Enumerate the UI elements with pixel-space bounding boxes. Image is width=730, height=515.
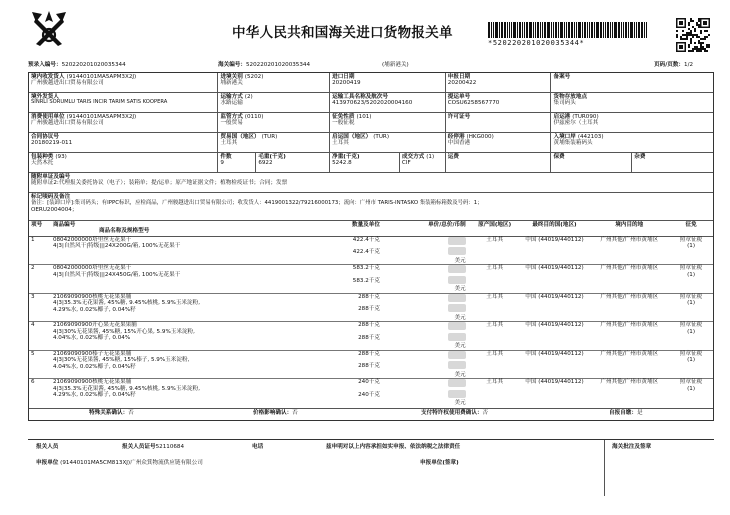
marks-cell: 标记唛码及备注 备注：[装卸口岸]:集司码头；有IPPC标识，应检商品，广州骏越进出口贸易有限公司；收发货人：4419001322/79216000173；流向：广州市 TARIS-INTASKO 集装箱标箱数及号码：1； OERU2004004； <box>31 194 483 213</box>
item-tax: 照章征税 (1) <box>679 265 703 278</box>
transport-mode-cell: 运输方式 (2) 水路运输 <box>218 93 330 112</box>
qr-module <box>682 34 684 36</box>
row-shipper <box>29 93 713 113</box>
barcode-bar <box>630 22 633 38</box>
barcode-bar <box>605 22 606 38</box>
item-origin: 土耳其 <box>486 265 504 272</box>
supervision-cell: 监管方式 (0110) 一般贸易 <box>218 113 330 132</box>
qr-module <box>688 34 690 36</box>
redacted-price <box>448 265 466 273</box>
qr-module <box>694 48 696 50</box>
barcode-bar <box>621 22 622 38</box>
qr-code-icon <box>676 18 710 52</box>
qr-module <box>686 38 688 40</box>
item-no: 5 <box>31 350 35 357</box>
barcode-bar <box>519 22 521 38</box>
port-note: (埔新港关) <box>382 62 409 68</box>
qr-module <box>702 42 704 44</box>
item-tax: 照章征税 (1) <box>679 293 703 307</box>
qr-module <box>698 48 700 50</box>
item-price: 美元 <box>384 351 470 379</box>
item-qty: 288千克 288千克 <box>358 322 380 341</box>
qr-module <box>700 50 702 52</box>
qr-module <box>676 36 678 38</box>
barcode-bar <box>511 22 512 38</box>
row-documents <box>29 173 713 193</box>
barcode-bar <box>571 22 573 38</box>
phone: 电话 <box>252 444 264 450</box>
qr-module <box>700 42 702 44</box>
barcode-bar <box>507 22 508 38</box>
item-price: 美元 <box>384 322 470 350</box>
levy-cell: 征免性质 (101) 一般征税 <box>330 113 446 132</box>
qr-module <box>706 50 708 52</box>
item-origin: 土耳其 <box>486 293 504 300</box>
footer-divider <box>604 440 605 496</box>
qr-module <box>702 46 704 48</box>
qr-module <box>704 50 706 52</box>
barcode-bar <box>504 22 506 38</box>
item-dest: 中国 (44019/440112) <box>525 350 584 357</box>
qr-module <box>706 30 708 32</box>
item-price: 美元 <box>384 294 470 322</box>
qr-module <box>706 44 708 46</box>
filing-no-cell: 备案号 <box>553 74 571 80</box>
qr-module <box>690 50 692 52</box>
item-tax: 照章征税 (1) <box>679 236 703 250</box>
item-domestic: 广州其他/广州市黄埔区 <box>600 236 659 243</box>
barcode-bar <box>493 22 494 38</box>
net-weight-cell: 净重(千克) 5242.8 <box>330 153 400 172</box>
col-no: 项号 <box>31 222 43 228</box>
item-desc: 21069090900核桃无花果果脯 4|3|35.3%无花果酱, 45%糖, 9.45%核桃, 5.9%玉米淀粉, 4.29%水, 0.02%椰子, 0.04%籽 <box>52 293 200 313</box>
customs-note-label: 海关批注及签章 <box>612 444 652 450</box>
qr-module <box>688 28 690 30</box>
barcode-bar <box>501 22 503 38</box>
transit-port-cell: 经停港 (HKG000) 中国香港 <box>446 133 552 152</box>
qr-module <box>692 36 694 38</box>
barcode-bar <box>610 22 611 38</box>
qr-module <box>682 38 684 40</box>
barcode-bar <box>540 22 541 38</box>
barcode-bar <box>644 22 645 38</box>
qr-module <box>692 20 694 22</box>
barcode-bar <box>623 22 624 38</box>
documents-cell: 随附单证及编号 随附单证2:代理报关委托协议（电子）；装箱单；提/运单；原产地证据文件；植物检疫证书；合同；发票 <box>31 174 288 187</box>
barcode-bar <box>646 22 647 38</box>
redacted-price <box>448 237 466 245</box>
col-price: 单价/总价/币制 <box>428 222 466 228</box>
barcode-bar <box>488 22 490 38</box>
qr-module <box>698 24 700 26</box>
barcode-bar <box>491 22 492 38</box>
qr-module <box>704 38 706 40</box>
barcode <box>488 22 658 48</box>
qr-module <box>700 30 702 32</box>
barcode-text: *520220201020035344* <box>488 39 585 47</box>
footer-top-line <box>28 439 714 440</box>
legal-statement: 兹申明对以上内容承担如实申报、依法纳税之法律责任 <box>326 444 461 450</box>
license-cell: 许可证号 <box>446 113 552 132</box>
qr-module <box>694 34 696 36</box>
redacted-total <box>448 390 466 398</box>
redacted-total <box>448 276 466 284</box>
item-domestic: 广州其他/广州市黄埔区 <box>600 379 659 386</box>
declarer-cert: 报关人员证号52110684 <box>122 444 185 450</box>
declaring-unit: 申报单位 (91440101MA5CM813XJ)广州众箕物流供应链有限公司 <box>36 460 203 466</box>
item-origin: 土耳其 <box>486 379 504 386</box>
barcode-bar <box>513 22 516 38</box>
qr-module <box>690 32 692 34</box>
barcode-bar <box>574 22 575 38</box>
barcode-bar <box>625 22 627 38</box>
qr-module <box>686 36 688 38</box>
barcode-bar <box>584 22 586 38</box>
item-domestic: 广州其他/广州市黄埔区 <box>600 350 659 357</box>
barcode-bar <box>495 22 498 38</box>
pre-entry-number: 预录入编号：520220201020035344 <box>28 62 126 68</box>
insurance-cell: 保费 <box>551 153 632 172</box>
table-row <box>29 294 713 323</box>
qr-module <box>690 40 692 42</box>
barcode-bar <box>522 22 523 38</box>
qr-module <box>692 26 694 28</box>
qr-module <box>690 34 692 36</box>
barcode-bar <box>544 22 546 38</box>
barcode-bar <box>553 22 554 38</box>
table-row <box>29 351 713 380</box>
barcode-bar <box>535 22 536 38</box>
qr-module <box>708 46 710 48</box>
document-title: 中华人民共和国海关进口货物报关单 <box>232 25 453 41</box>
barcode-bar <box>566 22 567 38</box>
barcode-bar <box>526 22 528 38</box>
qr-module <box>694 42 696 44</box>
qr-module <box>688 24 690 26</box>
pieces-cell: 件数 9 <box>218 153 256 172</box>
customs-number: 海关编号：520220201020035344 <box>218 62 311 68</box>
barcode-bars <box>488 22 658 38</box>
qr-module <box>688 44 690 46</box>
qr-module <box>694 46 696 48</box>
barcode-bar <box>529 22 532 38</box>
item-dest: 中国 (44019/440112) <box>525 322 584 329</box>
deal-mode-cell: 成交方式 (1) CIF <box>400 153 446 172</box>
redacted-price <box>448 322 466 330</box>
royalty: 支付特许权使用费确认：否 <box>421 409 489 416</box>
item-tax: 照章征税 (1) <box>679 350 703 364</box>
item-desc: 21069090900榛子无花果果脯 4|3|30%无花果酱, 45%糖, 15%榛子, 5.9%玉米淀粉, 4.04%水, 0.02%椰子, 0.04%籽 <box>52 350 190 370</box>
barcode-bar <box>578 22 581 38</box>
barcode-bar <box>499 22 500 38</box>
import-date-cell: 进口日期 20200419 <box>330 73 446 92</box>
row-contract <box>29 133 713 153</box>
item-desc: 21069090900核桃无花果果脯 4|3|35.3%无花果酱, 45%糖, 9.45%核桃, 5.9%玉米淀粉, 4.29%水, 0.02%椰子, 0.04%籽 <box>52 379 200 399</box>
barcode-bar <box>576 22 577 38</box>
item-desc: 21069090900开心果无花果果脯 4|3|30%无花果酱, 45%糖, 15%开心果, 5.9%玉米淀粉, 4.04%水, 0.02%椰子, 0.04% <box>52 322 195 342</box>
qr-module <box>692 50 694 52</box>
item-price: 美元 <box>384 237 470 265</box>
qr-module <box>688 32 690 34</box>
unit-seal-label: 申报单位(签章) <box>420 460 459 466</box>
barcode-bar <box>636 22 637 38</box>
qr-module <box>698 42 700 44</box>
barcode-bar <box>533 22 534 38</box>
barcode-bar <box>509 22 510 38</box>
vessel-cell: 运输工具名称及航次号 413970623/5202020004160 <box>330 93 446 112</box>
shipper-cell: 境外发货人 SINRLI SORUMLU TARIS INCIR TARIM SATIS KOOPERA <box>29 93 218 112</box>
item-dest: 中国 (44019/440112) <box>525 293 584 300</box>
barcode-bar <box>542 22 543 38</box>
barcode-bar <box>600 22 602 38</box>
qr-module <box>688 22 690 24</box>
barcode-bar <box>618 22 620 38</box>
item-origin: 土耳其 <box>486 236 504 243</box>
row-marks <box>29 193 713 221</box>
item-domestic: 广州其他/广州市黄埔区 <box>600 293 659 300</box>
barcode-bar <box>641 22 643 38</box>
entry-port-cell: 入境口岸 (442103) 黄埔集装箱码头 <box>553 134 604 147</box>
item-qty: 583.2千克 583.2千克 <box>352 265 380 284</box>
trade-country-cell: 贸易国（地区） (TUR) 土耳其 <box>218 133 330 152</box>
qr-module <box>704 48 706 50</box>
qr-module <box>706 46 708 48</box>
table-row <box>29 265 713 294</box>
item-dest: 中国 (44019/440112) <box>525 236 584 243</box>
item-domestic: 广州其他/广州市黄埔区 <box>600 322 659 329</box>
qr-module <box>704 30 706 32</box>
col-domestic: 境内目的地 <box>615 222 644 228</box>
declarer: 报关人员 <box>36 444 59 450</box>
barcode-bar <box>612 22 613 38</box>
item-no: 4 <box>31 322 35 329</box>
misc-fee-cell: 杂费 <box>634 154 646 160</box>
qr-module <box>703 21 707 25</box>
row-confirmation <box>29 408 713 420</box>
barcode-bar <box>603 22 604 38</box>
barcode-bar <box>564 22 565 38</box>
storage-cell: 货物存放地点 集司码头 <box>553 94 588 107</box>
qr-module <box>698 36 700 38</box>
qr-module <box>690 30 692 32</box>
special-relation: 特殊关系确认：否 <box>89 409 134 416</box>
qr-module <box>698 20 700 22</box>
barcode-bar <box>517 22 518 38</box>
item-qty: 240千克 240千克 <box>358 379 380 398</box>
items-table <box>29 237 713 408</box>
page-number: 页码/页数：1/2 <box>654 62 694 68</box>
qr-module <box>694 30 696 32</box>
bl-cell: 提运单号 COSU6258567770 <box>446 93 552 112</box>
qr-module <box>698 50 700 52</box>
entry-customs-cell: 进境关别 (5202) 埔新港关 <box>218 73 330 92</box>
qr-module <box>690 42 692 44</box>
qr-module <box>702 38 704 40</box>
self-report: 自报自缴：是 <box>609 409 643 416</box>
row-consumer <box>29 113 713 133</box>
package-cell: 包装种类 (93) 天然木托 <box>29 153 218 172</box>
barcode-bar <box>524 22 525 38</box>
confirmation-cell <box>29 409 713 420</box>
qr-module <box>690 18 692 20</box>
qr-module <box>708 34 710 36</box>
redacted-total <box>448 361 466 369</box>
origin-country-cell: 启运国（地区） (TUR) 土耳其 <box>330 133 446 152</box>
departure-port-cell: 启运港 (TUR090) 伊兹密尔（土耳其 <box>553 114 599 127</box>
barcode-bar <box>594 22 595 38</box>
qr-module <box>706 36 708 38</box>
barcode-bar <box>591 22 593 38</box>
qr-module <box>680 36 682 38</box>
item-no: 3 <box>31 293 35 300</box>
barcode-bar <box>607 22 609 38</box>
col-dest: 最终目的国(地区) <box>532 222 577 228</box>
qr-module <box>692 34 694 36</box>
qr-module <box>696 50 698 52</box>
barcode-bar <box>537 22 539 38</box>
qr-module <box>700 44 702 46</box>
item-qty: 288千克 288千克 <box>358 293 380 313</box>
redacted-total <box>448 333 466 341</box>
gross-weight-cell: 毛重(千克) 6922 <box>256 153 330 172</box>
qr-module <box>680 38 682 40</box>
items-header <box>29 221 713 237</box>
barcode-bar <box>638 22 640 38</box>
price-effect: 价格影响确认：否 <box>253 409 298 416</box>
item-origin: 土耳其 <box>486 350 504 357</box>
table-row <box>29 379 713 408</box>
table-row <box>29 237 713 266</box>
redacted-total <box>448 247 466 255</box>
qr-module <box>698 40 700 42</box>
barcode-bar <box>587 22 588 38</box>
consignee-cell: 境内收发货人 (91440101MA5APM3X2J) 广州骏越进出口贸易有限公司 <box>29 73 218 92</box>
qr-module <box>688 50 690 52</box>
barcode-bar <box>555 22 557 38</box>
item-qty: 422.4千克 422.4千克 <box>352 236 380 256</box>
redacted-price <box>448 294 466 302</box>
qr-module <box>682 30 684 32</box>
qr-module <box>684 34 686 36</box>
declare-date-cell: 申报日期 20200422 <box>446 73 552 92</box>
barcode-bar <box>628 22 629 38</box>
col-qty: 数量及单位 <box>351 222 380 228</box>
item-desc: 08042000000塔里丝无花果干 4|3|自然风干|特级|||24X450G/箱, 100%无花果干 <box>52 265 181 278</box>
item-domestic: 广州其他/广州市黄埔区 <box>600 265 659 272</box>
col-origin: 原产国(地区) <box>478 222 512 228</box>
consumer-cell: 消费使用单位 (91440101MA5APM3X2J) 广州骏越进出口贸易有限公司 <box>29 113 218 132</box>
item-dest: 中国 (44019/440112) <box>525 265 584 272</box>
qr-module <box>692 48 694 50</box>
item-dest: 中国 (44019/440112) <box>525 379 584 386</box>
contract-cell: 合同协议号 20180219-011 <box>29 133 218 152</box>
item-desc: 08042000000塔里丝无花果干 4|3|自然风干|特级|||24X200G/箱, 100%无花果干 <box>52 236 181 250</box>
qr-module <box>704 36 706 38</box>
barcode-bar <box>589 22 590 38</box>
barcode-bar <box>596 22 599 38</box>
item-tax: 照章征税 (1) <box>679 379 703 392</box>
qr-module <box>696 48 698 50</box>
qr-module <box>694 28 696 30</box>
qr-module <box>698 26 700 28</box>
barcode-bar <box>614 22 617 38</box>
item-qty: 288千克 288千克 <box>358 350 380 370</box>
qr-module <box>690 20 692 22</box>
qr-module <box>696 22 698 24</box>
qr-module <box>688 46 690 48</box>
qr-module <box>696 36 698 38</box>
row-consignee <box>29 73 713 93</box>
barcode-bar <box>551 22 552 38</box>
item-price: 美元 <box>384 379 470 408</box>
item-tax: 照章征税 (1) <box>679 322 703 335</box>
qr-module <box>708 44 710 46</box>
qr-module <box>696 24 698 26</box>
barcode-bar <box>582 22 583 38</box>
qr-module <box>676 30 678 32</box>
item-no: 6 <box>31 379 35 386</box>
qr-module <box>702 48 704 50</box>
row-package <box>29 153 713 173</box>
declaration-grid <box>28 72 714 421</box>
table-row <box>29 322 713 351</box>
col-tax: 征免 <box>685 222 697 228</box>
barcode-bar <box>558 22 559 38</box>
qr-module <box>696 34 698 36</box>
qr-module <box>696 46 698 48</box>
item-no: 2 <box>31 265 35 272</box>
qr-module <box>679 45 683 49</box>
qr-module <box>686 32 688 34</box>
qr-module <box>676 34 678 36</box>
barcode-bar <box>560 22 563 38</box>
col-code-desc: 商品编号 商品名称及规格型号 <box>52 222 150 235</box>
redacted-price <box>448 351 466 359</box>
qr-module <box>684 38 686 40</box>
item-origin: 土耳其 <box>486 322 504 329</box>
redacted-price <box>448 379 466 387</box>
barcode-bar <box>547 22 550 38</box>
qr-module <box>700 46 702 48</box>
item-no: 1 <box>31 236 35 243</box>
item-price: 美元 <box>384 265 470 293</box>
redacted-total <box>448 304 466 312</box>
qr-module <box>698 18 700 20</box>
qr-module <box>700 48 702 50</box>
customs-emblem-icon <box>28 8 70 50</box>
qr-module <box>686 34 688 36</box>
barcode-bar <box>634 22 635 38</box>
barcode-bar <box>568 22 570 38</box>
qr-module <box>700 32 702 34</box>
qr-module <box>690 38 692 40</box>
qr-module <box>700 38 702 40</box>
freight-cell: 运费 <box>446 153 552 172</box>
qr-module <box>679 21 683 25</box>
